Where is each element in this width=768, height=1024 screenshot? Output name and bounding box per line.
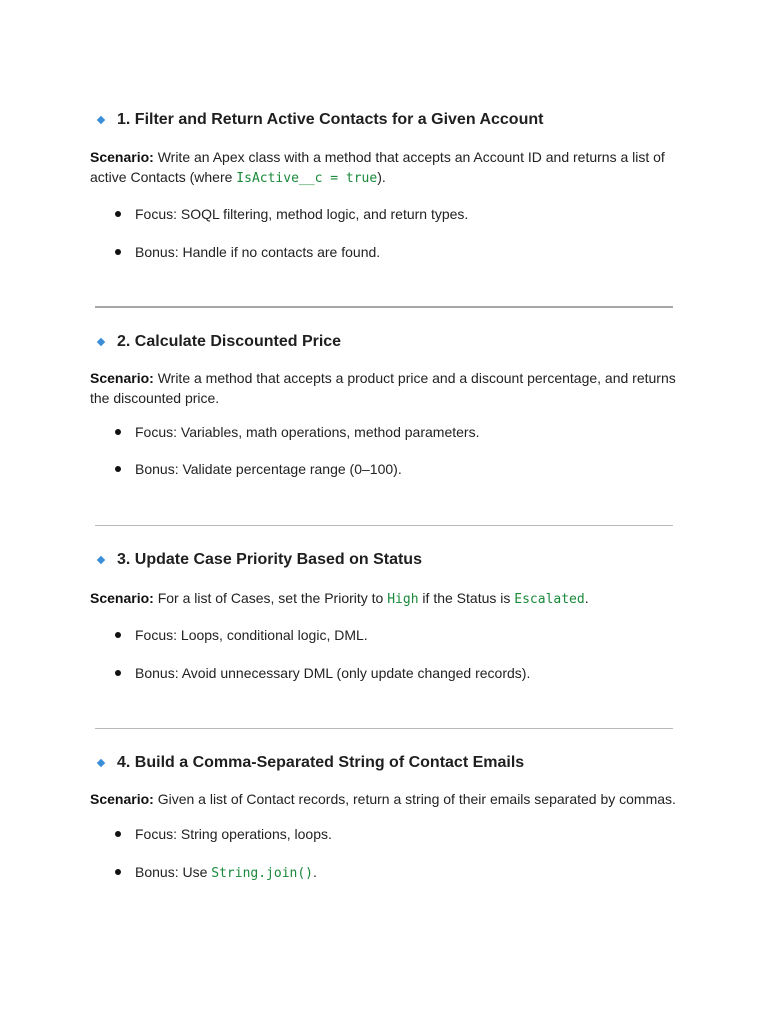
list-item-text: Bonus: Handle if no contacts are found. [135, 244, 381, 260]
bullet-dot-icon [115, 466, 121, 472]
scenario-text: . [584, 590, 589, 606]
scenario-text: ). [377, 169, 386, 185]
bullet-list [90, 824, 680, 882]
scenario-text: Given a list of Contact records, return a string of their emails separated by commas. [153, 791, 676, 807]
section-2 [90, 330, 680, 479]
list-item-text: Focus: Variables, math operations, method parameters. [135, 424, 480, 440]
scenario-text: Write an Apex class with a method that accepts an Account ID and returns a list of active Contacts (where [90, 149, 665, 185]
list-item-text: Bonus: Avoid unnecessary DML (only update changed records). [135, 665, 531, 681]
bullet-list [90, 422, 680, 479]
inline-code: String.join() [211, 866, 314, 881]
scenario-text: Write a method that accepts a product price and a discount percentage, and returns the discounted price. [90, 370, 676, 406]
bullet-list [90, 204, 680, 262]
list-item-text: Focus: String operations, loops. [135, 826, 332, 842]
diamond-bullet-icon [97, 556, 105, 564]
scenario-label: Scenario: [90, 370, 154, 386]
list-item [90, 204, 680, 224]
list-item [90, 459, 680, 479]
section-title: 1. Filter and Return Active Contacts for a Given Account [117, 111, 544, 128]
list-item [90, 422, 680, 442]
section-divider [95, 525, 673, 526]
section-title: 3. Update Case Priority Based on Status [117, 551, 422, 568]
section-divider [95, 728, 673, 729]
scenario-text: For a list of Cases, set the Priority to [153, 590, 388, 606]
section-heading [90, 548, 680, 572]
bullet-dot-icon [115, 632, 121, 638]
bullet-dot-icon [115, 249, 121, 255]
diamond-bullet-icon [97, 338, 105, 346]
inline-code: Escalated [514, 592, 585, 607]
scenario-paragraph [90, 789, 680, 809]
bullet-dot-icon [115, 211, 121, 217]
scenario-paragraph [90, 588, 680, 610]
scenario-paragraph [90, 368, 680, 408]
bullet-dot-icon [115, 670, 121, 676]
scenario-label: Scenario: [90, 149, 154, 165]
bullet-dot-icon [115, 429, 121, 435]
section-title: 2. Calculate Discounted Price [117, 333, 342, 350]
list-item [90, 625, 680, 645]
section-title: 4. Build a Comma-Separated String of Contact Emails [117, 754, 525, 771]
scenario-label: Scenario: [90, 791, 154, 807]
diamond-bullet-icon [97, 759, 105, 767]
list-item-text: Bonus: Use [135, 864, 212, 880]
section-heading [90, 108, 680, 132]
inline-code: High [387, 592, 419, 607]
section-3 [90, 548, 680, 683]
list-item [90, 242, 680, 262]
section-4 [90, 751, 680, 882]
bullet-dot-icon [115, 869, 121, 875]
inline-code: IsActive__c = true [236, 171, 378, 186]
scenario-label: Scenario: [90, 590, 154, 606]
list-item [90, 824, 680, 844]
bullet-dot-icon [115, 831, 121, 837]
scenario-text: if the Status is [418, 590, 515, 606]
list-item-text: Bonus: Validate percentage range (0–100). [135, 461, 402, 477]
section-heading [90, 751, 680, 775]
list-item-text: Focus: Loops, conditional logic, DML. [135, 627, 368, 643]
scenario-paragraph [90, 147, 680, 189]
diamond-bullet-icon [97, 116, 105, 124]
section-1 [90, 108, 680, 262]
list-item-text: . [313, 864, 317, 880]
bullet-list [90, 625, 680, 683]
list-item [90, 862, 680, 882]
list-item-text: Focus: SOQL filtering, method logic, and return types. [135, 206, 469, 222]
section-heading [90, 330, 680, 354]
section-divider [95, 306, 673, 308]
list-item [90, 663, 680, 683]
